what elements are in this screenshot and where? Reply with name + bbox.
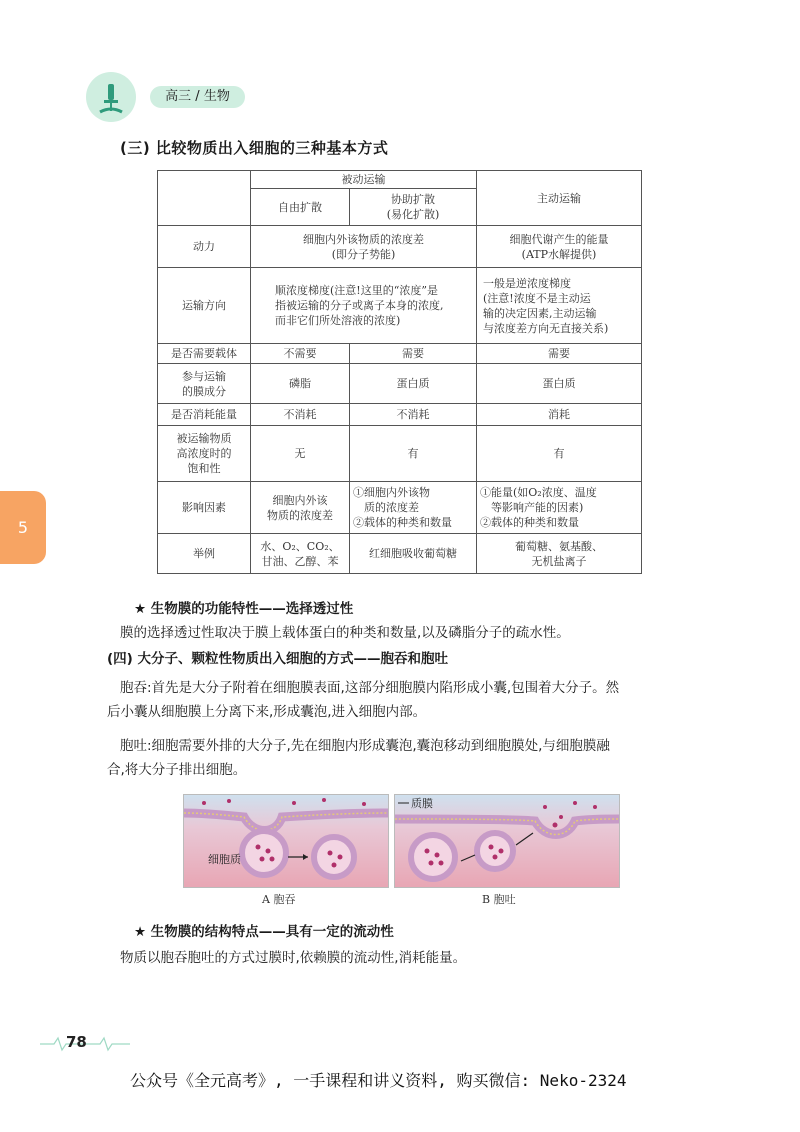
cell: 需要 [350,344,477,364]
exocytosis-diagram [394,794,620,888]
chapter-tab[interactable]: 5 [0,491,46,564]
note1-title: ★ 生物膜的功能特性——选择透过性 [134,601,354,617]
table-row [158,344,642,364]
note2-title: ★ 生物膜的结构特点——具有一定的流动性 [134,924,394,940]
cell [477,226,642,268]
head-facilitated [350,189,477,226]
row-label: 举例 [158,534,251,574]
cell-line: ①能量(如O₂浓度、温度 [480,486,597,499]
cell-line: ②载体的种类和数量 [480,516,579,529]
cell-line: 葡萄糖、氨基酸、 [515,539,603,553]
cell: 不消耗 [350,404,477,426]
cell: 蛋白质 [477,364,642,404]
row-label: 是否需要载体 [158,344,251,364]
table-row [158,226,642,268]
cell-line: 水、O₂、CO₂、 [260,539,340,553]
table-row [158,268,642,344]
cell [251,226,477,268]
head-active: 主动运输 [477,171,642,226]
row-label [158,426,251,482]
cell-line: 与浓度差方向无直接关系) [483,321,609,335]
endocytosis-diagram [183,794,389,888]
cell-line: (即分子势能) [331,247,396,261]
cell-line: 细胞代谢产生的能量 [509,232,609,246]
breadcrumb: 高三 / 生物 [150,86,245,108]
cell-line: 而非它们所处溶液的浓度) [275,314,401,327]
cell [251,268,477,344]
cell [477,534,642,574]
row-label [158,364,251,404]
cell: 磷脂 [251,364,350,404]
cell: 有 [477,426,642,482]
head-free: 自由扩散 [251,189,350,226]
microscope-icon [86,72,136,122]
cell-line: 细胞内外该 [272,493,328,507]
cell-line: 饱和性 [187,462,221,475]
table-row [158,426,642,482]
cell: 不消耗 [251,404,350,426]
table-row [158,482,642,534]
row-label: 是否消耗能量 [158,404,251,426]
head-facilitated-main: 协助扩散 [391,193,435,206]
section3-title: (三) 比较物质出入细胞的三种基本方式 [120,139,389,157]
page-number: 78 [66,1033,87,1051]
caption-b: B 胞吐 [482,893,516,906]
cell [477,482,642,534]
microscope-logo [86,72,136,122]
cell-line: 等影响产能的因素) [491,501,584,514]
cell-line: 指被运输的分子或离子本身的浓度, [275,299,444,312]
row-label: 影响因素 [158,482,251,534]
cell-line: 被运输物质 [176,432,232,445]
cell: 消耗 [477,404,642,426]
table-corner [158,171,251,226]
table-row [158,364,642,404]
cell-line: 甘油、乙醇、苯 [261,554,339,568]
table-row [158,534,642,574]
cell-line: 输的决定因素,主动运输 [483,306,597,320]
exocytosis-line1: 胞吐:细胞需要外排的大分子,先在细胞内形成囊泡,囊泡移动到细胞膜处,与细胞膜融 [120,738,610,754]
cell-line: 一般是逆浓度梯度 [483,276,571,290]
head-passive: 被动运输 [251,171,477,189]
cell: 需要 [477,344,642,364]
caption-a: A 胞吞 [262,893,296,906]
exocytosis-illustration [395,795,619,887]
membrane-label: 质膜 [411,797,433,810]
footer-text: 公众号《全元高考》, 一手课程和讲义资料, 购买微信: Neko-2324 [130,1071,627,1090]
cell: 有 [350,426,477,482]
note1-text: 膜的选择透过性取决于膜上载体蛋白的种类和数量,以及磷脂分子的疏水性。 [120,625,570,641]
cell-line: 细胞内外该物质的浓度差 [303,232,424,246]
endocytosis-line2: 后小囊从细胞膜上分离下来,形成囊泡,进入细胞内部。 [107,704,427,720]
cell-line: 高浓度时的 [176,447,232,460]
cell: 红细胞吸收葡萄糖 [350,534,477,574]
cell: 不需要 [251,344,350,364]
cell [477,268,642,344]
cell-line: 无机盐离子 [531,554,587,568]
endocytosis-illustration [184,795,388,887]
endocytosis-line1: 胞吞:首先是大分子附着在细胞膜表面,这部分细胞膜内陷形成小囊,包围着大分子。然 [120,680,620,696]
cell [251,534,350,574]
cell-line: 的膜成分 [182,384,226,398]
cell-line: ②载体的种类和数量 [353,516,452,529]
cell [350,482,477,534]
cell-line: (ATP水解提供) [521,247,597,261]
cytoplasm-label: 细胞质 [208,853,241,866]
cell: 无 [251,426,350,482]
head-facilitated-sub: (易化扩散) [386,208,440,221]
cell: 蛋白质 [350,364,477,404]
table-row [158,404,642,426]
cell-line: 参与运输 [182,369,226,383]
note2-text: 物质以胞吞胞吐的方式过膜时,依赖膜的流动性,消耗能量。 [120,950,467,966]
row-label: 运输方向 [158,268,251,344]
cell-line: (注意!浓度不是主动运 [483,291,591,305]
cell-line: ①细胞内外该物 [353,486,430,499]
cell-line: 质的浓度差 [364,501,419,514]
comparison-table [157,170,642,574]
section4-title: (四) 大分子、颗粒性物质出入细胞的方式——胞吞和胞吐 [107,651,449,667]
cell-line: 物质的浓度差 [267,508,333,522]
cell [251,482,350,534]
cell-line: 顺浓度梯度(注意!这里的“浓度”是 [275,284,438,297]
exocytosis-line2: 合,将大分子排出细胞。 [107,762,247,778]
row-label: 动力 [158,226,251,268]
